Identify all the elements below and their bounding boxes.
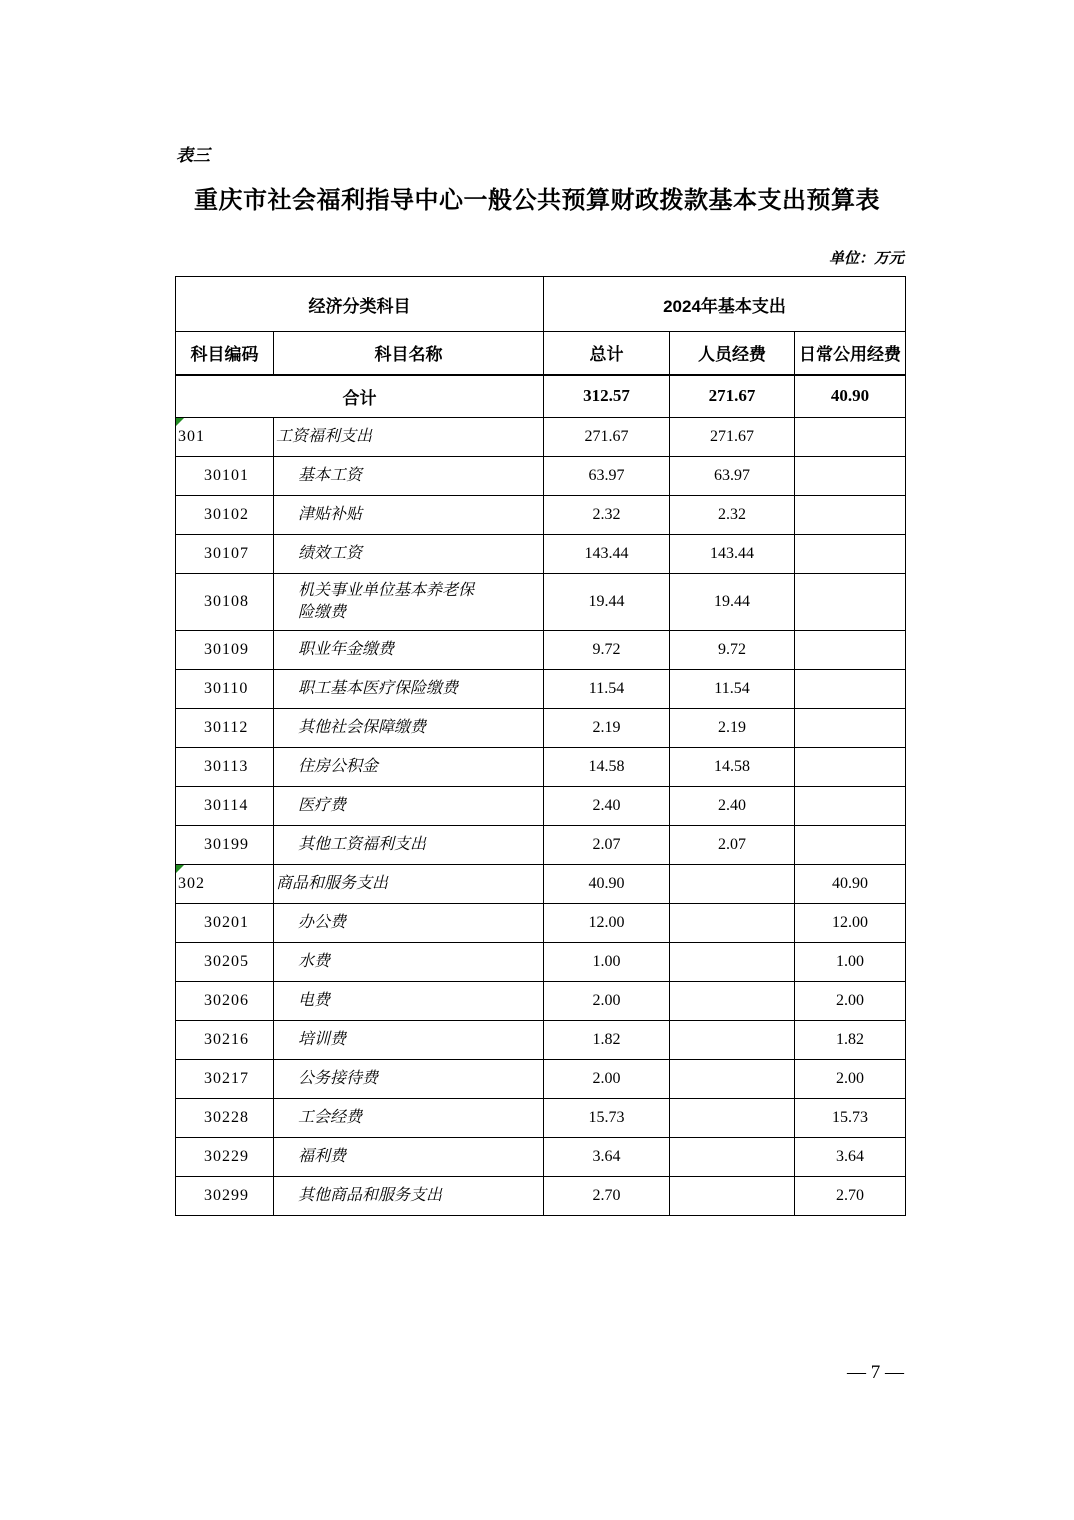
daily-public-expense-cell bbox=[795, 709, 906, 748]
total-value-cell: 1.82 bbox=[544, 1021, 670, 1060]
table-row bbox=[176, 457, 906, 496]
subject-name: 其他工资福利支出 bbox=[298, 836, 427, 854]
column-header: 总计 bbox=[544, 332, 670, 375]
subject-code-cell bbox=[176, 1099, 274, 1138]
subject-name-cell bbox=[274, 709, 544, 748]
subject-name: 其他商品和服务支出 bbox=[298, 1187, 443, 1205]
subject-name: 基本工资 bbox=[298, 467, 363, 485]
subject-code-cell bbox=[176, 670, 274, 709]
daily-public-expense-cell: 2.00 bbox=[795, 982, 906, 1021]
table-row bbox=[176, 1177, 906, 1216]
daily-public-expense-cell: 15.73 bbox=[795, 1099, 906, 1138]
subject-name-cell bbox=[274, 1138, 544, 1177]
subject-code: 30205 bbox=[204, 953, 249, 970]
total-value-cell: 40.90 bbox=[544, 865, 670, 904]
subject-code: 30112 bbox=[204, 719, 249, 736]
subject-name: 福利费 bbox=[298, 1148, 347, 1166]
daily-public-expense-cell: 40.90 bbox=[795, 865, 906, 904]
daily-public-expense-cell: 12.00 bbox=[795, 904, 906, 943]
subject-name: 公务接待费 bbox=[298, 1070, 379, 1088]
total-row-label: 合计 bbox=[176, 375, 544, 418]
subject-name: 医疗费 bbox=[298, 797, 347, 815]
table-row bbox=[176, 748, 906, 787]
total-value-cell: 2.19 bbox=[544, 709, 670, 748]
subject-code-cell bbox=[176, 787, 274, 826]
personnel-expense-cell: 2.32 bbox=[670, 496, 795, 535]
subject-name-cell bbox=[274, 826, 544, 865]
personnel-expense-cell: 2.19 bbox=[670, 709, 795, 748]
subject-code: 30102 bbox=[204, 506, 249, 523]
daily-public-expense-cell bbox=[795, 670, 906, 709]
subject-name-cell bbox=[274, 1099, 544, 1138]
personnel-expense-cell: 9.72 bbox=[670, 631, 795, 670]
total-value-cell: 1.00 bbox=[544, 943, 670, 982]
personnel-expense-cell bbox=[670, 982, 795, 1021]
subject-name-cell bbox=[274, 748, 544, 787]
daily-public-expense-cell bbox=[795, 418, 906, 457]
personnel-expense-cell bbox=[670, 1021, 795, 1060]
subject-code-cell bbox=[176, 574, 274, 631]
daily-public-expense-cell bbox=[795, 457, 906, 496]
subject-name-cell bbox=[274, 1060, 544, 1099]
table-row bbox=[176, 496, 906, 535]
subject-name: 电费 bbox=[298, 992, 331, 1010]
table-body bbox=[176, 375, 906, 1216]
daily-public-expense-cell bbox=[795, 496, 906, 535]
personnel-expense-cell: 143.44 bbox=[670, 535, 795, 574]
page-title: 重庆市社会福利指导中心一般公共预算财政拨款基本支出预算表 bbox=[194, 187, 880, 214]
total-value-cell: 2.70 bbox=[544, 1177, 670, 1216]
subject-name-cell bbox=[274, 574, 544, 631]
table-row bbox=[176, 670, 906, 709]
total-value-cell: 15.73 bbox=[544, 1099, 670, 1138]
daily-public-expense-cell: 1.00 bbox=[795, 943, 906, 982]
subject-code: 30110 bbox=[204, 680, 249, 697]
total-value-cell: 63.97 bbox=[544, 457, 670, 496]
table-tag: 表三 bbox=[176, 146, 210, 165]
daily-public-expense-cell bbox=[795, 535, 906, 574]
subject-name-cell bbox=[274, 418, 544, 457]
green-corner-marker bbox=[176, 418, 184, 426]
table-row bbox=[176, 787, 906, 826]
subject-name-cell bbox=[274, 787, 544, 826]
subject-code-cell bbox=[176, 709, 274, 748]
subject-name-cell bbox=[274, 982, 544, 1021]
subject-code-cell bbox=[176, 535, 274, 574]
subject-code: 30107 bbox=[204, 545, 249, 562]
subject-code-cell bbox=[176, 457, 274, 496]
subject-name-cell bbox=[274, 496, 544, 535]
subject-name: 职工基本医疗保险缴费 bbox=[298, 680, 459, 698]
table-row bbox=[176, 982, 906, 1021]
table-row bbox=[176, 1099, 906, 1138]
subject-code: 302 bbox=[178, 875, 205, 892]
total-row bbox=[176, 375, 906, 418]
subject-code: 30114 bbox=[204, 797, 249, 814]
subject-name-cell bbox=[274, 904, 544, 943]
column-header: 科目编码 bbox=[176, 332, 274, 375]
subject-name: 职业年金缴费 bbox=[298, 641, 395, 659]
daily-public-expense-cell bbox=[795, 787, 906, 826]
personnel-expense-cell: 11.54 bbox=[670, 670, 795, 709]
subject-code: 30109 bbox=[204, 641, 249, 658]
subject-code: 30299 bbox=[204, 1187, 249, 1204]
table-row bbox=[176, 865, 906, 904]
subject-name-cell bbox=[274, 457, 544, 496]
total-value-cell: 14.58 bbox=[544, 748, 670, 787]
column-header: 人员经费 bbox=[670, 332, 795, 375]
personnel-expense-cell bbox=[670, 1138, 795, 1177]
subject-code-cell bbox=[176, 982, 274, 1021]
header-group-row bbox=[176, 277, 906, 332]
subject-code-cell bbox=[176, 1021, 274, 1060]
total-value-cell: 2.07 bbox=[544, 826, 670, 865]
total-row-daily: 40.90 bbox=[795, 375, 906, 418]
subject-code-cell bbox=[176, 418, 274, 457]
subject-name-cell bbox=[274, 535, 544, 574]
personnel-expense-cell: 2.07 bbox=[670, 826, 795, 865]
budget-table bbox=[175, 276, 906, 1216]
subject-code: 30217 bbox=[204, 1070, 249, 1087]
personnel-expense-cell bbox=[670, 1060, 795, 1099]
table-row bbox=[176, 418, 906, 457]
subject-code: 30201 bbox=[204, 914, 249, 931]
subject-name: 工会经费 bbox=[298, 1109, 363, 1127]
daily-public-expense-cell bbox=[795, 748, 906, 787]
subject-code: 30206 bbox=[204, 992, 249, 1009]
total-value-cell: 19.44 bbox=[544, 574, 670, 631]
subject-code-cell bbox=[176, 865, 274, 904]
subject-name-cell bbox=[274, 631, 544, 670]
daily-public-expense-cell bbox=[795, 826, 906, 865]
table-row bbox=[176, 1138, 906, 1177]
personnel-expense-cell: 271.67 bbox=[670, 418, 795, 457]
total-value-cell: 143.44 bbox=[544, 535, 670, 574]
total-row-personnel: 271.67 bbox=[670, 375, 795, 418]
subject-code-cell bbox=[176, 1138, 274, 1177]
green-corner-marker bbox=[176, 865, 184, 873]
subject-code-cell bbox=[176, 826, 274, 865]
personnel-expense-cell: 14.58 bbox=[670, 748, 795, 787]
personnel-expense-cell: 63.97 bbox=[670, 457, 795, 496]
daily-public-expense-cell: 3.64 bbox=[795, 1138, 906, 1177]
table-row bbox=[176, 574, 906, 631]
table-row bbox=[176, 631, 906, 670]
subject-name-cell bbox=[274, 670, 544, 709]
total-value-cell: 2.00 bbox=[544, 1060, 670, 1099]
subject-name: 水费 bbox=[298, 953, 331, 971]
total-value-cell: 11.54 bbox=[544, 670, 670, 709]
subject-code-cell bbox=[176, 631, 274, 670]
subject-name: 办公费 bbox=[298, 914, 347, 932]
subject-name-cell bbox=[274, 1021, 544, 1060]
header-economic-classification: 经济分类科目 bbox=[176, 277, 544, 332]
total-value-cell: 2.00 bbox=[544, 982, 670, 1021]
subject-code: 30101 bbox=[204, 467, 249, 484]
subject-name: 机关事业单位基本养老保险缴费 bbox=[298, 582, 475, 621]
subject-name-cell bbox=[274, 1177, 544, 1216]
daily-public-expense-cell: 2.00 bbox=[795, 1060, 906, 1099]
subject-name-cell bbox=[274, 943, 544, 982]
subject-code: 30228 bbox=[204, 1109, 249, 1126]
subject-name: 绩效工资 bbox=[298, 545, 363, 563]
unit-label: 单位：万元 bbox=[828, 251, 904, 267]
personnel-expense-cell bbox=[670, 904, 795, 943]
personnel-expense-cell: 19.44 bbox=[670, 574, 795, 631]
subject-name: 培训费 bbox=[298, 1031, 347, 1049]
subject-code-cell bbox=[176, 1060, 274, 1099]
page-number: — 7 — bbox=[847, 1362, 904, 1383]
column-header-row bbox=[176, 332, 906, 375]
subject-code-cell bbox=[176, 1177, 274, 1216]
personnel-expense-cell: 2.40 bbox=[670, 787, 795, 826]
subject-code: 30108 bbox=[204, 593, 249, 610]
personnel-expense-cell bbox=[670, 1099, 795, 1138]
subject-name: 商品和服务支出 bbox=[276, 875, 389, 893]
total-value-cell: 3.64 bbox=[544, 1138, 670, 1177]
subject-code: 30113 bbox=[204, 758, 249, 775]
subject-code: 30229 bbox=[204, 1148, 249, 1165]
total-value-cell: 12.00 bbox=[544, 904, 670, 943]
table-row bbox=[176, 943, 906, 982]
subject-code-cell bbox=[176, 943, 274, 982]
subject-name-cell bbox=[274, 865, 544, 904]
table-row bbox=[176, 826, 906, 865]
column-header: 日常公用经费 bbox=[795, 332, 906, 375]
table-row bbox=[176, 1060, 906, 1099]
table-row bbox=[176, 535, 906, 574]
personnel-expense-cell bbox=[670, 1177, 795, 1216]
subject-code: 30216 bbox=[204, 1031, 249, 1048]
subject-name: 其他社会保障缴费 bbox=[298, 719, 427, 737]
daily-public-expense-cell bbox=[795, 574, 906, 631]
column-header: 科目名称 bbox=[274, 332, 544, 375]
subject-name: 津贴补贴 bbox=[298, 506, 363, 524]
subject-name: 工资福利支出 bbox=[276, 428, 373, 446]
total-value-cell: 9.72 bbox=[544, 631, 670, 670]
daily-public-expense-cell: 2.70 bbox=[795, 1177, 906, 1216]
table-row bbox=[176, 904, 906, 943]
table-header bbox=[176, 277, 906, 375]
subject-code-cell bbox=[176, 748, 274, 787]
daily-public-expense-cell: 1.82 bbox=[795, 1021, 906, 1060]
subject-code-cell bbox=[176, 496, 274, 535]
total-value-cell: 2.32 bbox=[544, 496, 670, 535]
subject-name: 住房公积金 bbox=[298, 758, 379, 776]
personnel-expense-cell bbox=[670, 943, 795, 982]
total-row-total: 312.57 bbox=[544, 375, 670, 418]
total-value-cell: 2.40 bbox=[544, 787, 670, 826]
total-value-cell: 271.67 bbox=[544, 418, 670, 457]
daily-public-expense-cell bbox=[795, 631, 906, 670]
subject-code: 30199 bbox=[204, 836, 249, 853]
subject-code: 301 bbox=[178, 428, 205, 445]
table-row bbox=[176, 1021, 906, 1060]
subject-code-cell bbox=[176, 904, 274, 943]
table-row bbox=[176, 709, 906, 748]
personnel-expense-cell bbox=[670, 865, 795, 904]
header-2024-basic-expenditure: 2024年基本支出 bbox=[544, 277, 906, 332]
